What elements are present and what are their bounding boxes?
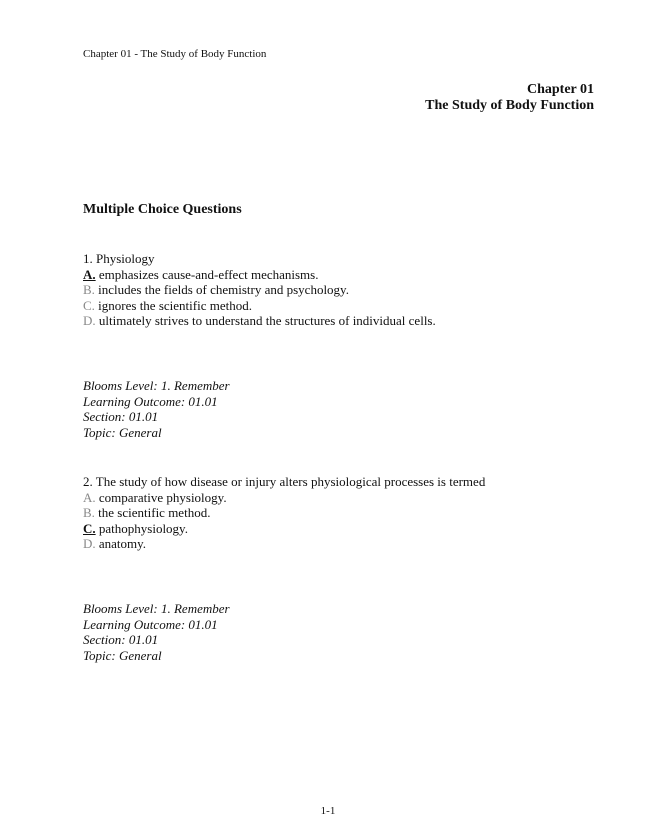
question-2-metadata [83, 601, 230, 663]
option-text: the scientific method. [98, 505, 211, 521]
section-ref: Section: 01.01 [83, 632, 159, 648]
option-text: anatomy. [98, 536, 147, 552]
page-number: 1-1 [320, 805, 336, 817]
option-letter: D. [83, 536, 96, 552]
option-letter: A. [83, 489, 96, 505]
option-text: includes the fields of chemistry and psychology. [98, 282, 349, 298]
learning-outcome: Learning Outcome: 01.01 [83, 616, 218, 632]
question-1-metadata [83, 378, 230, 440]
option-a [83, 267, 436, 283]
section-ref: Section: 01.01 [83, 409, 159, 425]
learning-outcome: Learning Outcome: 01.01 [83, 393, 218, 409]
option-text: comparative physiology. [98, 489, 227, 505]
question-2 [83, 474, 485, 552]
option-c [83, 521, 485, 537]
option-letter: C. [83, 297, 95, 313]
option-text: ignores the scientific method. [98, 297, 252, 313]
chapter-name: The Study of Body Function [425, 98, 594, 113]
topic: Topic: General [83, 647, 162, 663]
running-header: Chapter 01 - The Study of Body Function [83, 48, 267, 60]
option-a [83, 490, 485, 506]
section-heading: Multiple Choice Questions [83, 202, 242, 217]
option-b [83, 282, 436, 298]
option-letter: B. [83, 282, 95, 298]
chapter-number: Chapter 01 [526, 82, 594, 97]
option-letter-correct: A. [83, 266, 96, 282]
blooms-level: Blooms Level: 1. Remember [83, 601, 230, 616]
question-1 [83, 251, 436, 329]
option-b [83, 505, 485, 521]
chapter-title [425, 82, 594, 114]
option-text: ultimately strives to understand the structures of individual cells. [98, 313, 436, 329]
question-stem: 1. Physiology [83, 251, 155, 266]
question-stem: 2. The study of how disease or injury alters physiological processes is termed [83, 474, 486, 489]
option-d [83, 536, 485, 552]
option-c [83, 298, 436, 314]
topic: Topic: General [83, 424, 162, 440]
option-letter: D. [83, 313, 96, 329]
option-text: pathophysiology. [98, 520, 188, 536]
option-letter-correct: C. [83, 520, 96, 536]
option-text: emphasizes cause-and-effect mechanisms. [98, 266, 319, 282]
blooms-level: Blooms Level: 1. Remember [83, 378, 230, 393]
option-d [83, 313, 436, 329]
option-letter: B. [83, 505, 95, 521]
